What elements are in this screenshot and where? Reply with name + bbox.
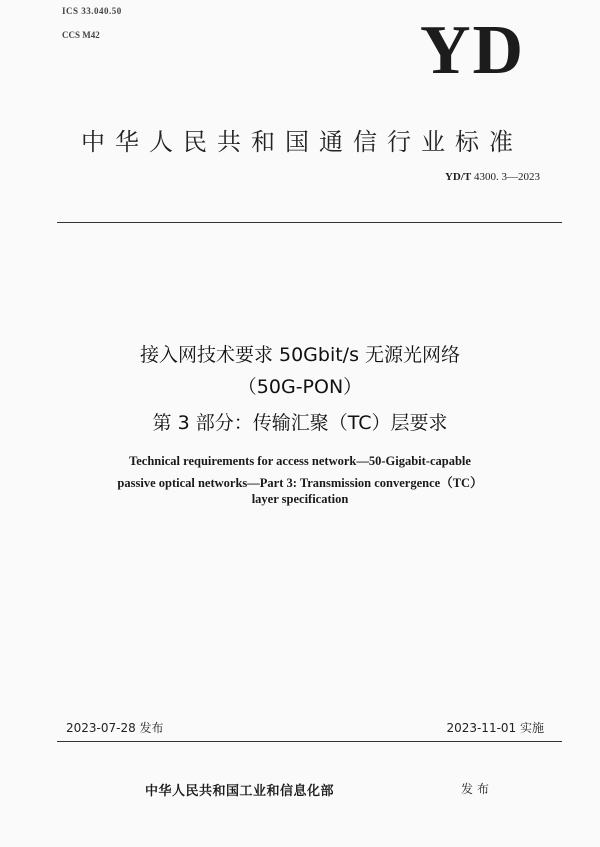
implementation-date: 2023-11-01 实施 xyxy=(446,721,544,735)
publish-label: 发布 xyxy=(461,782,494,796)
ics-code: ICS 33.040.50 xyxy=(62,6,122,16)
standard-prefix: YD/T xyxy=(444,171,472,183)
issue-date: 2023-07-28 发布 xyxy=(66,721,164,735)
en-title-line-1: Technical requirements for access network—50-Gigabit-capable xyxy=(129,454,471,468)
en-title-line-3: layer specification xyxy=(251,492,349,506)
standard-code: 4300. 3—2023 xyxy=(471,171,540,183)
en-title-line-2: passive optical networks—Part 3: Transmission convergence（TC） xyxy=(117,476,483,490)
issuing-authority: 中华人民共和国工业和信息化部 xyxy=(145,784,335,799)
cn-title-line-3: 第 3 部分：传输汇聚（TC）层要求 xyxy=(152,412,448,434)
yd-logo: YD xyxy=(420,12,526,89)
top-divider xyxy=(57,222,562,223)
standard-type: 中华人民共和国通信行业标准 xyxy=(81,128,523,156)
cn-title-line-1: 接入网技术要求 50Gbit/s 无源光网络 xyxy=(139,344,461,366)
bottom-divider xyxy=(57,741,562,742)
cn-title-line-2: （50G-PON） xyxy=(237,376,363,398)
standard-number xyxy=(445,171,540,183)
ccs-code: CCS M42 xyxy=(62,30,100,40)
